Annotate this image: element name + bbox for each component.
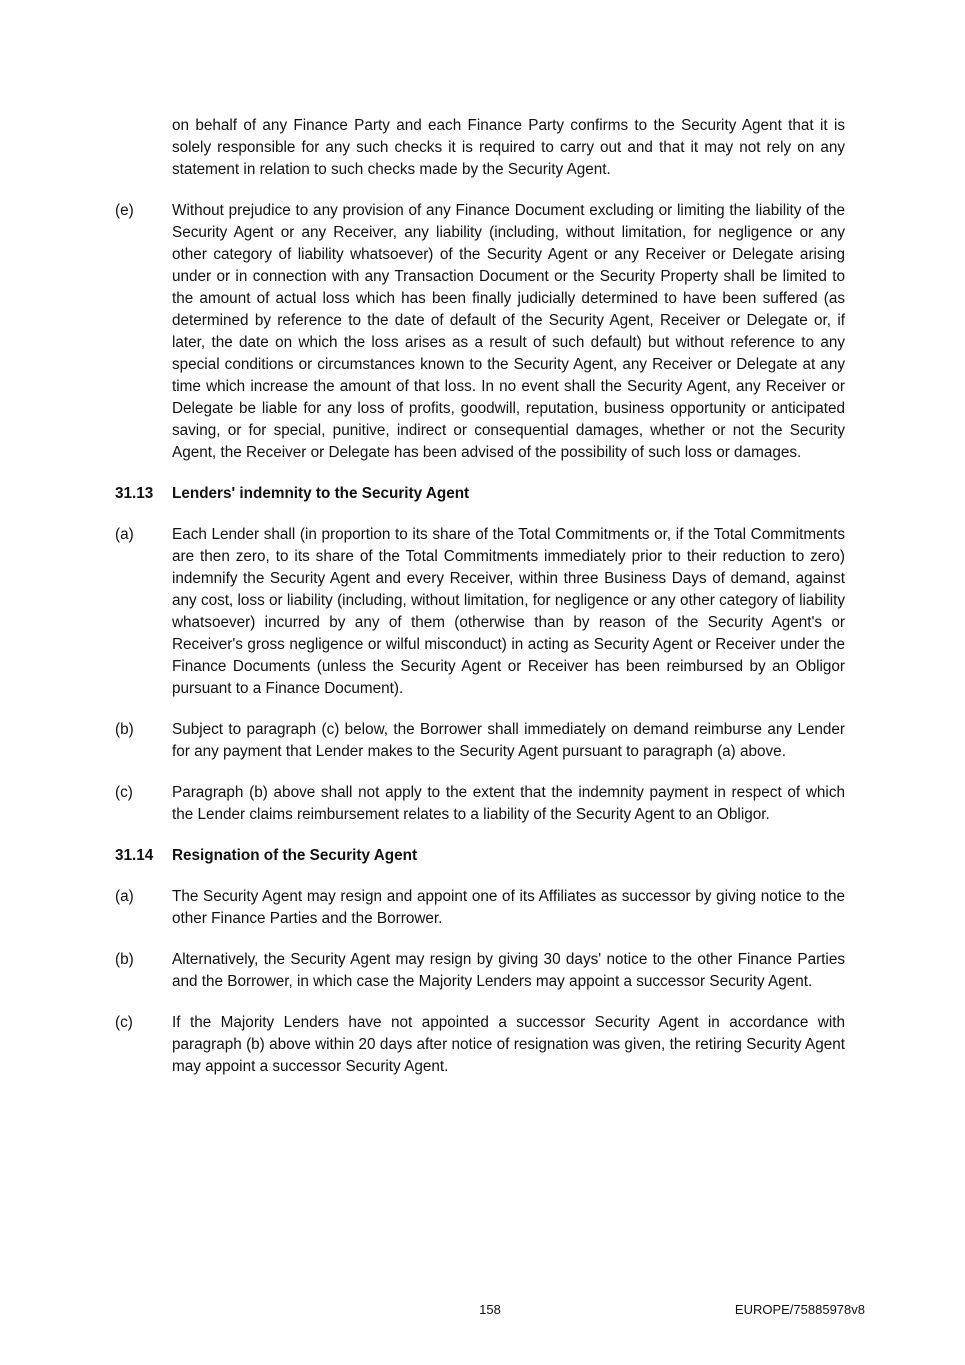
section-title: Lenders' indemnity to the Security Agent xyxy=(172,485,470,502)
paragraph-31-14-c xyxy=(115,1012,845,1078)
page-content xyxy=(115,115,845,1097)
section-heading-31-13 xyxy=(115,483,845,505)
page-number: 158 xyxy=(479,1302,501,1317)
paragraph-text: Each Lender shall (in proportion to its share of the Total Commitments or, if the Total Commitments are then zero, to its share of the Total Commitments immediately prior to their reduction to zero) indemnify the Security Agent and every Receiver, within three Business Days of demand, against any cost, loss or liability (including, without limitation, for negligence or any other category of liability whatsoever) incurred by any of them (otherwise than by reason of the Security Agent's or Receiver's gross negligence or wilful misconduct) in acting as Security Agent or Receiver under the Finance Documents (unless the Security Agent or Receiver has been reimbursed by an Obligor pursuant to a Finance Document). xyxy=(172,526,845,697)
paragraph-text: If the Majority Lenders have not appointed a successor Security Agent in accordance with paragraph (b) above within 20 days after notice of resignation was given, the retiring Security Agent may appoint a successor Security Agent. xyxy=(172,1014,845,1075)
paragraph-label: (e) xyxy=(115,202,134,219)
paragraph-label: (c) xyxy=(115,784,133,801)
paragraph-label: (a) xyxy=(115,526,134,543)
section-title: Resignation of the Security Agent xyxy=(172,847,418,864)
paragraph-text: Alternatively, the Security Agent may resign by giving 30 days' notice to the other Finance Parties and the Borrower, in which case the Majority Lenders may appoint a successor Security Agent. xyxy=(172,951,845,990)
paragraph-label: (a) xyxy=(115,888,134,905)
paragraph-label: (b) xyxy=(115,721,134,738)
section-number: 31.13 xyxy=(115,485,154,502)
section-number: 31.14 xyxy=(115,847,154,864)
paragraph-text: Without prejudice to any provision of any Finance Document excluding or limiting the liability of the Security Agent or any Receiver, any liability (including, without limitation, for negligence or any other category of liability whatsoever) of the Security Agent or any Receiver or Delegate arising under or in connection with any Transaction Document or the Security Property shall be limited to the amount of actual loss which has been finally judicially determined to have been suffered (as determined by reference to the date of default of the Security Agent, Receiver or Delegate or, if later, the date on which the loss arises as a result of such default) but without reference to any special conditions or circumstances known to the Security Agent, any Receiver or Delegate at any time which increase the amount of that loss. In no event shall the Security Agent, any Receiver or Delegate be liable for any loss of profits, goodwill, reputation, business opportunity or anticipated saving, or for special, punitive, indirect or consequential damages, whether or not the Security Agent, the Receiver or Delegate has been advised of the possibility of such loss or damages. xyxy=(172,202,845,461)
paragraph-31-13-c xyxy=(115,782,845,826)
section-heading-31-14 xyxy=(115,845,845,867)
paragraph-e xyxy=(115,200,845,464)
paragraph-31-13-a xyxy=(115,524,845,700)
paragraph-31-14-a xyxy=(115,886,845,930)
paragraph-31-13-b xyxy=(115,719,845,763)
document-reference: EUROPE/75885978v8 xyxy=(734,1302,865,1317)
paragraph-label: (c) xyxy=(115,1014,133,1031)
paragraph-text: Paragraph (b) above shall not apply to the extent that the indemnity payment in respect of which the Lender claims reimbursement relates to a liability of the Security Agent to an Obligor. xyxy=(172,784,845,823)
paragraph-text: Subject to paragraph (c) below, the Borrower shall immediately on demand reimburse any Lender for any payment that Lender makes to the Security Agent pursuant to paragraph (a) above. xyxy=(172,721,845,760)
paragraph-label: (b) xyxy=(115,951,134,968)
paragraph-31-14-b xyxy=(115,949,845,993)
paragraph-text: The Security Agent may resign and appoint one of its Affiliates as successor by giving notice to the other Finance Parties and the Borrower. xyxy=(172,888,845,927)
continued-paragraph: on behalf of any Finance Party and each Finance Party confirms to the Security Agent that it is solely responsible for any such checks it is required to carry out and that it may not rely on any statement in relation to such checks made by the Security Agent. xyxy=(172,117,845,178)
